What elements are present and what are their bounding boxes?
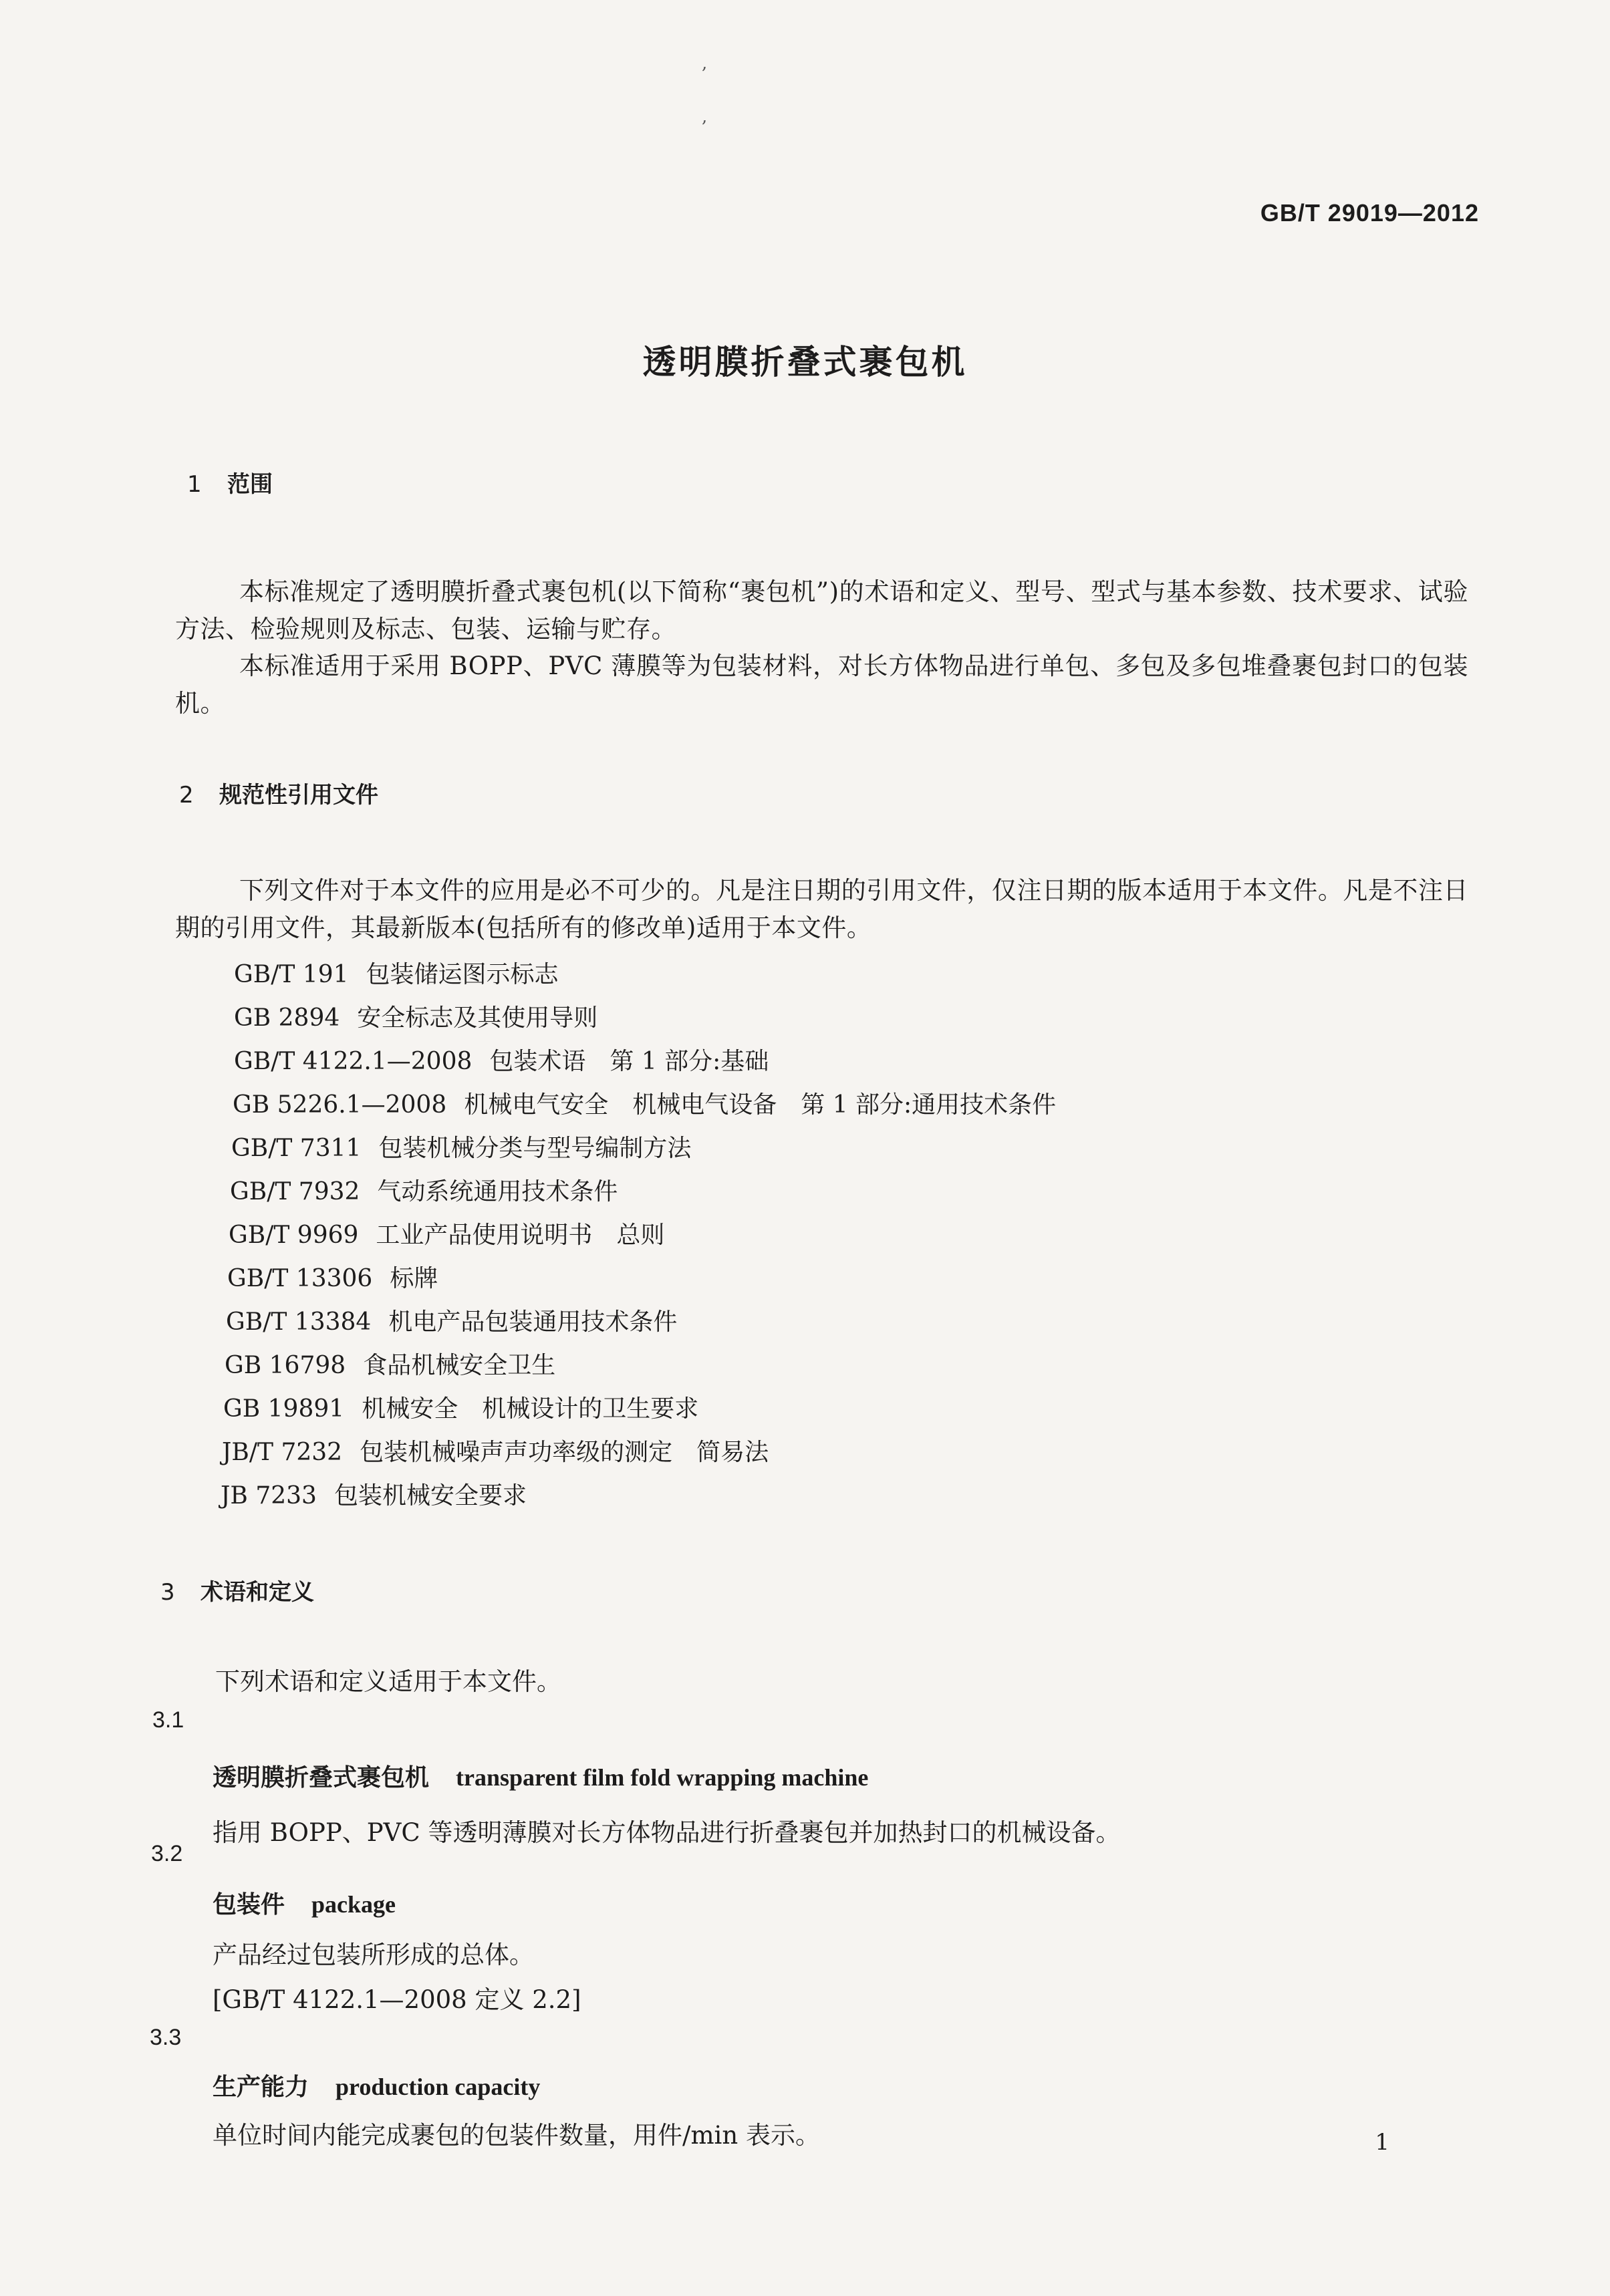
section-1-paragraph-1: 本标准规定了透明膜折叠式裹包机(以下简称“裹包机”)的术语和定义、型号、型式与基本参数、技术要求、试验方法、检验规则及标志、包装、运输与贮存。: [175, 577, 1468, 643]
term-number: 3.3: [150, 2025, 182, 2050]
term-number: 3.2: [151, 1841, 183, 1866]
reference-item: GB/T 7311 包装机械分类与型号编制方法: [231, 1135, 692, 1162]
reference-item: GB/T 13384 机电产品包装通用技术条件: [226, 1308, 678, 1336]
reference-item: GB/T 13306 标牌: [227, 1265, 438, 1292]
section-title: 术语和定义: [200, 1579, 314, 1606]
document-title: 透明膜折叠式裹包机: [642, 343, 968, 382]
reference-item: GB/T 4122.1—2008 包装术语 第 1 部分:基础: [234, 1048, 769, 1075]
term-definition: 产品经过包装所形成的总体。: [213, 1941, 534, 1969]
section-title: 范围: [227, 471, 273, 498]
section-2-intro: 下列文件对于本文件的应用是必不可少的。凡是注日期的引用文件，仅注日期的版本适用于本文件。凡是不注日期的引用文件，其最新版本(包括所有的修改单)适用于本文件。: [175, 876, 1468, 942]
page-number: 1: [1375, 2129, 1389, 2156]
section-number: 3: [160, 1579, 175, 1606]
term-source: [GB/T 4122.1—2008 定义 2.2]: [213, 1985, 581, 2014]
term-number: 3.1: [152, 1707, 184, 1733]
reference-item: GB 2894 安全标志及其使用导则: [234, 1004, 598, 1032]
section-3-heading: [160, 1574, 314, 1606]
section-2-heading: [179, 776, 378, 809]
scan-mark: ,: [702, 107, 708, 127]
reference-item: GB 16798 食品机械安全卫生: [225, 1352, 556, 1379]
term-name: 透明膜折叠式裹包机 transparent film fold wrapping machine: [213, 1764, 869, 1791]
reference-item: GB 19891 机械安全 机械设计的卫生要求: [223, 1395, 699, 1423]
term-definition: 指用 BOPP、PVC 等透明薄膜对长方体物品进行折叠裹包并加热封口的机械设备。: [213, 1818, 1121, 1847]
reference-item: GB/T 9969 工业产品使用说明书 总则: [229, 1222, 665, 1249]
section-title: 规范性引用文件: [219, 782, 378, 809]
reference-item: GB/T 191 包装储运图示标志: [234, 961, 559, 988]
reference-item: GB 5226.1—2008 机械电气安全 机械电气设备 第 1 部分:通用技术条件: [233, 1091, 1057, 1119]
term-definition: 单位时间内能完成裹包的包装件数量，用件/min 表示。: [213, 2121, 820, 2150]
section-1-heading: [187, 466, 273, 498]
reference-item: JB 7233 包装机械安全要求: [221, 1482, 527, 1510]
section-number: 1: [187, 471, 202, 498]
section-1-paragraph-2: 本标准适用于采用 BOPP、PVC 薄膜等为包装材料，对长方体物品进行单包、多包及多包堆叠裹包封口的包装机。: [175, 652, 1468, 718]
section-number: 2: [179, 782, 194, 809]
standard-number: GB/T 29019—2012: [1260, 199, 1479, 227]
scan-mark: ,: [702, 53, 708, 74]
reference-item: JB/T 7232 包装机械噪声声功率级的测定 简易法: [222, 1439, 769, 1466]
reference-item: GB/T 7932 气动系统通用技术条件: [230, 1178, 618, 1205]
term-name: 包装件 package: [213, 1891, 396, 1918]
term-name: 生产能力 production capacity: [213, 2073, 541, 2101]
section-3-intro: 下列术语和定义适用于本文件。: [215, 1667, 561, 1696]
